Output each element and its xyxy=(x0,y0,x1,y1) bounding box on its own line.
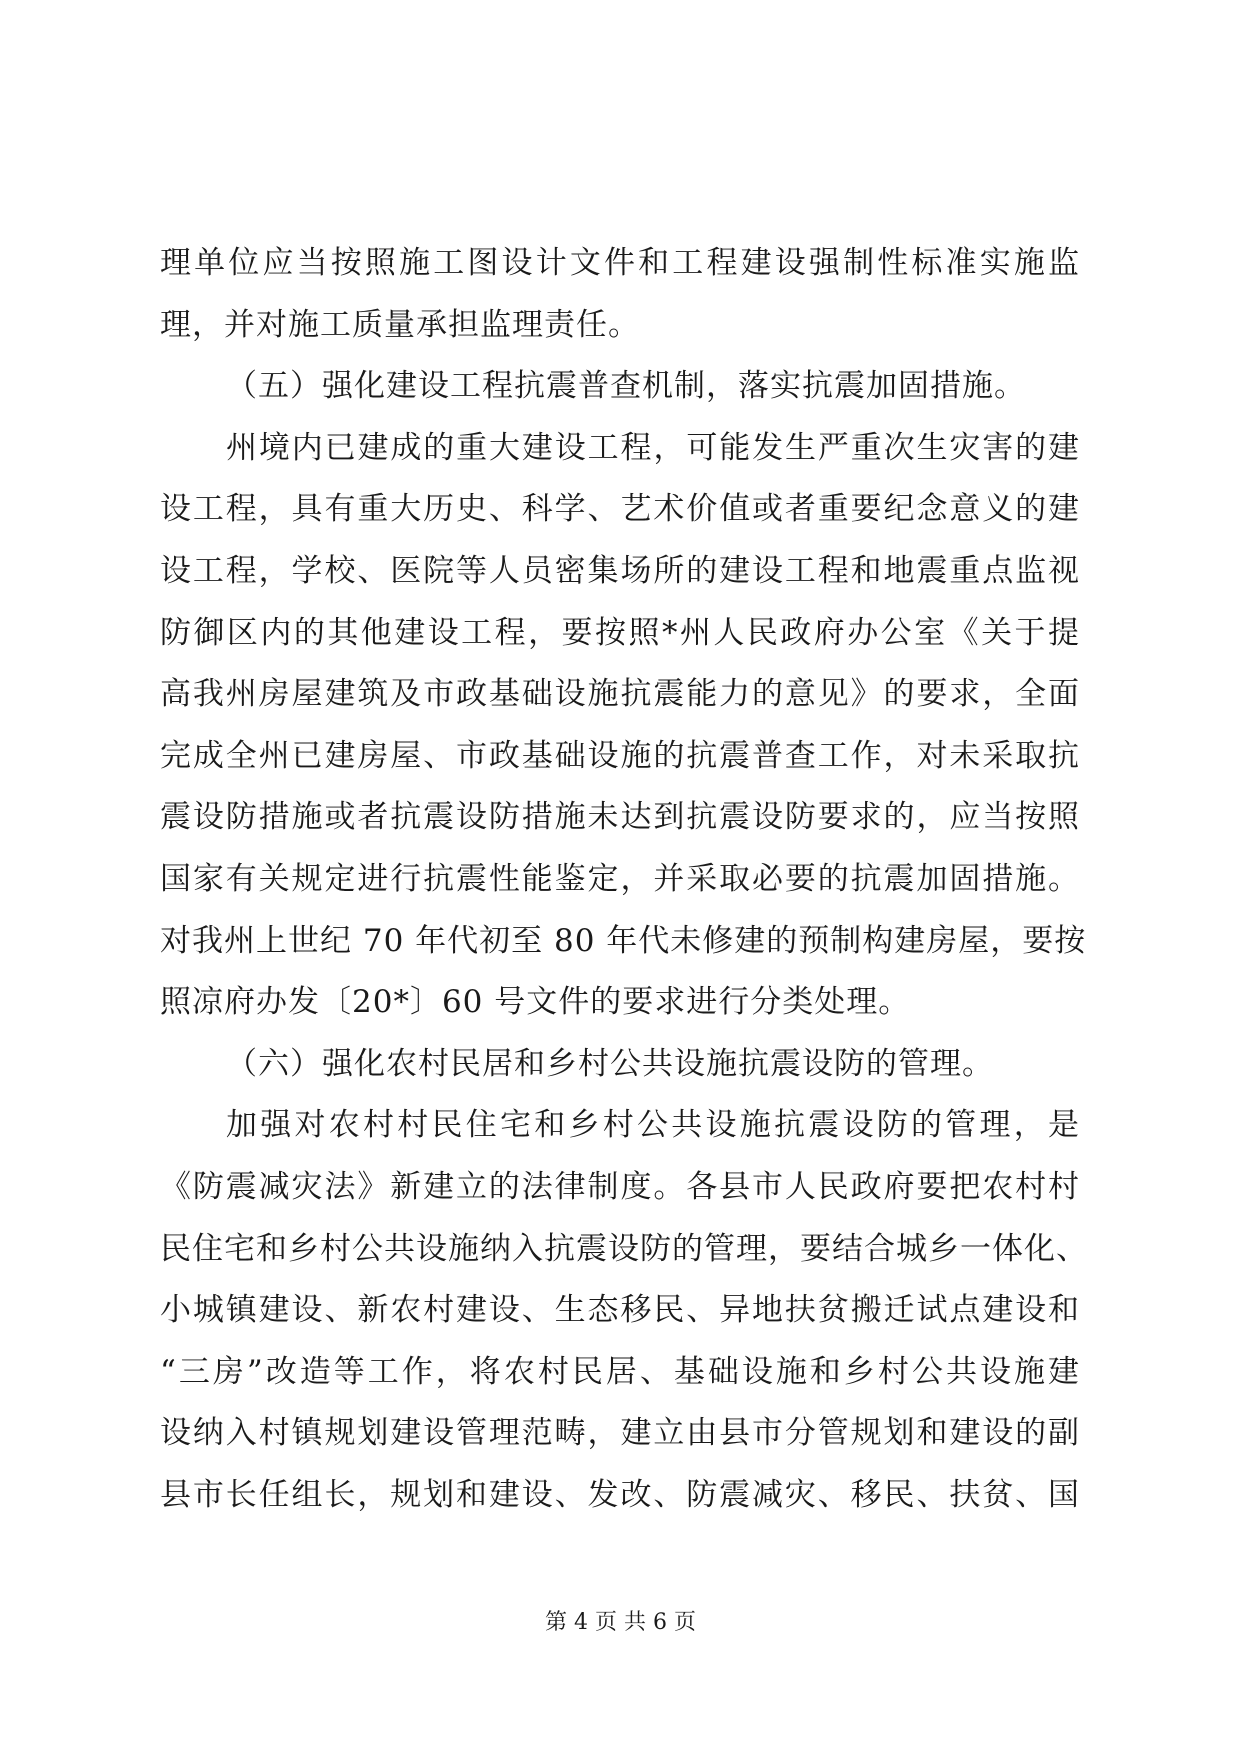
document-body xyxy=(160,233,1088,1526)
page-number-footer: 第 4 页 共 6 页 xyxy=(545,1610,696,1635)
text-line: 民住宅和乡村公共设施纳入抗震设防的管理，要结合城乡一体化、 xyxy=(160,1230,1088,1267)
text-line: 国家有关规定进行抗震性能鉴定，并采取必要的抗震加固措施。 xyxy=(160,860,1080,897)
text-line: “三房”改造等工作，将农村民居、基础设施和乡村公共设施建 xyxy=(160,1353,1080,1390)
section-heading: （五）强化建设工程抗震普查机制，落实抗震加固措施。 xyxy=(226,368,1026,405)
text-line: 《防震减灾法》新建立的法律制度。各县市人民政府要把农村村 xyxy=(160,1168,1080,1205)
text-line: 设工程，具有重大历史、科学、艺术价值或者重要纪念意义的建 xyxy=(160,491,1080,528)
text-line: 理，并对施工质量承担监理责任。 xyxy=(160,306,640,343)
text-line: 高我州房屋建筑及市政基础设施抗震能力的意见》的要求，全面 xyxy=(160,676,1080,713)
text-line: 县市长任组长，规划和建设、发改、防震减灾、移民、扶贫、国 xyxy=(160,1476,1080,1513)
text-line: 对我州上世纪 70 年代初至 80 年代未修建的预制构建房屋，要按 xyxy=(160,922,1087,959)
text-line: 完成全州已建房屋、市政基础设施的抗震普查工作，对未采取抗 xyxy=(160,737,1080,774)
section-heading: （六）强化农村民居和乡村公共设施抗震设防的管理。 xyxy=(226,1045,994,1082)
text-line: 设工程，学校、医院等人员密集场所的建设工程和地震重点监视 xyxy=(160,552,1080,589)
text-line: 加强对农村村民住宅和乡村公共设施抗震设防的管理，是 xyxy=(226,1107,1080,1144)
text-line: 震设防措施或者抗震设防措施未达到抗震设防要求的，应当按照 xyxy=(160,799,1080,836)
text-line: 州境内已建成的重大建设工程，可能发生严重次生灾害的建 xyxy=(226,429,1080,466)
text-line: 防御区内的其他建设工程，要按照*州人民政府办公室《关于提 xyxy=(160,614,1080,651)
text-line: 小城镇建设、新农村建设、生态移民、异地扶贫搬迁试点建设和 xyxy=(160,1292,1080,1329)
text-line: 理单位应当按照施工图设计文件和工程建设强制性标准实施监 xyxy=(160,245,1080,281)
text-line: 照凉府办发〔20*〕60 号文件的要求进行分类处理。 xyxy=(160,984,911,1021)
text-line: 设纳入村镇规划建设管理范畴，建立由县市分管规划和建设的副 xyxy=(160,1415,1080,1452)
